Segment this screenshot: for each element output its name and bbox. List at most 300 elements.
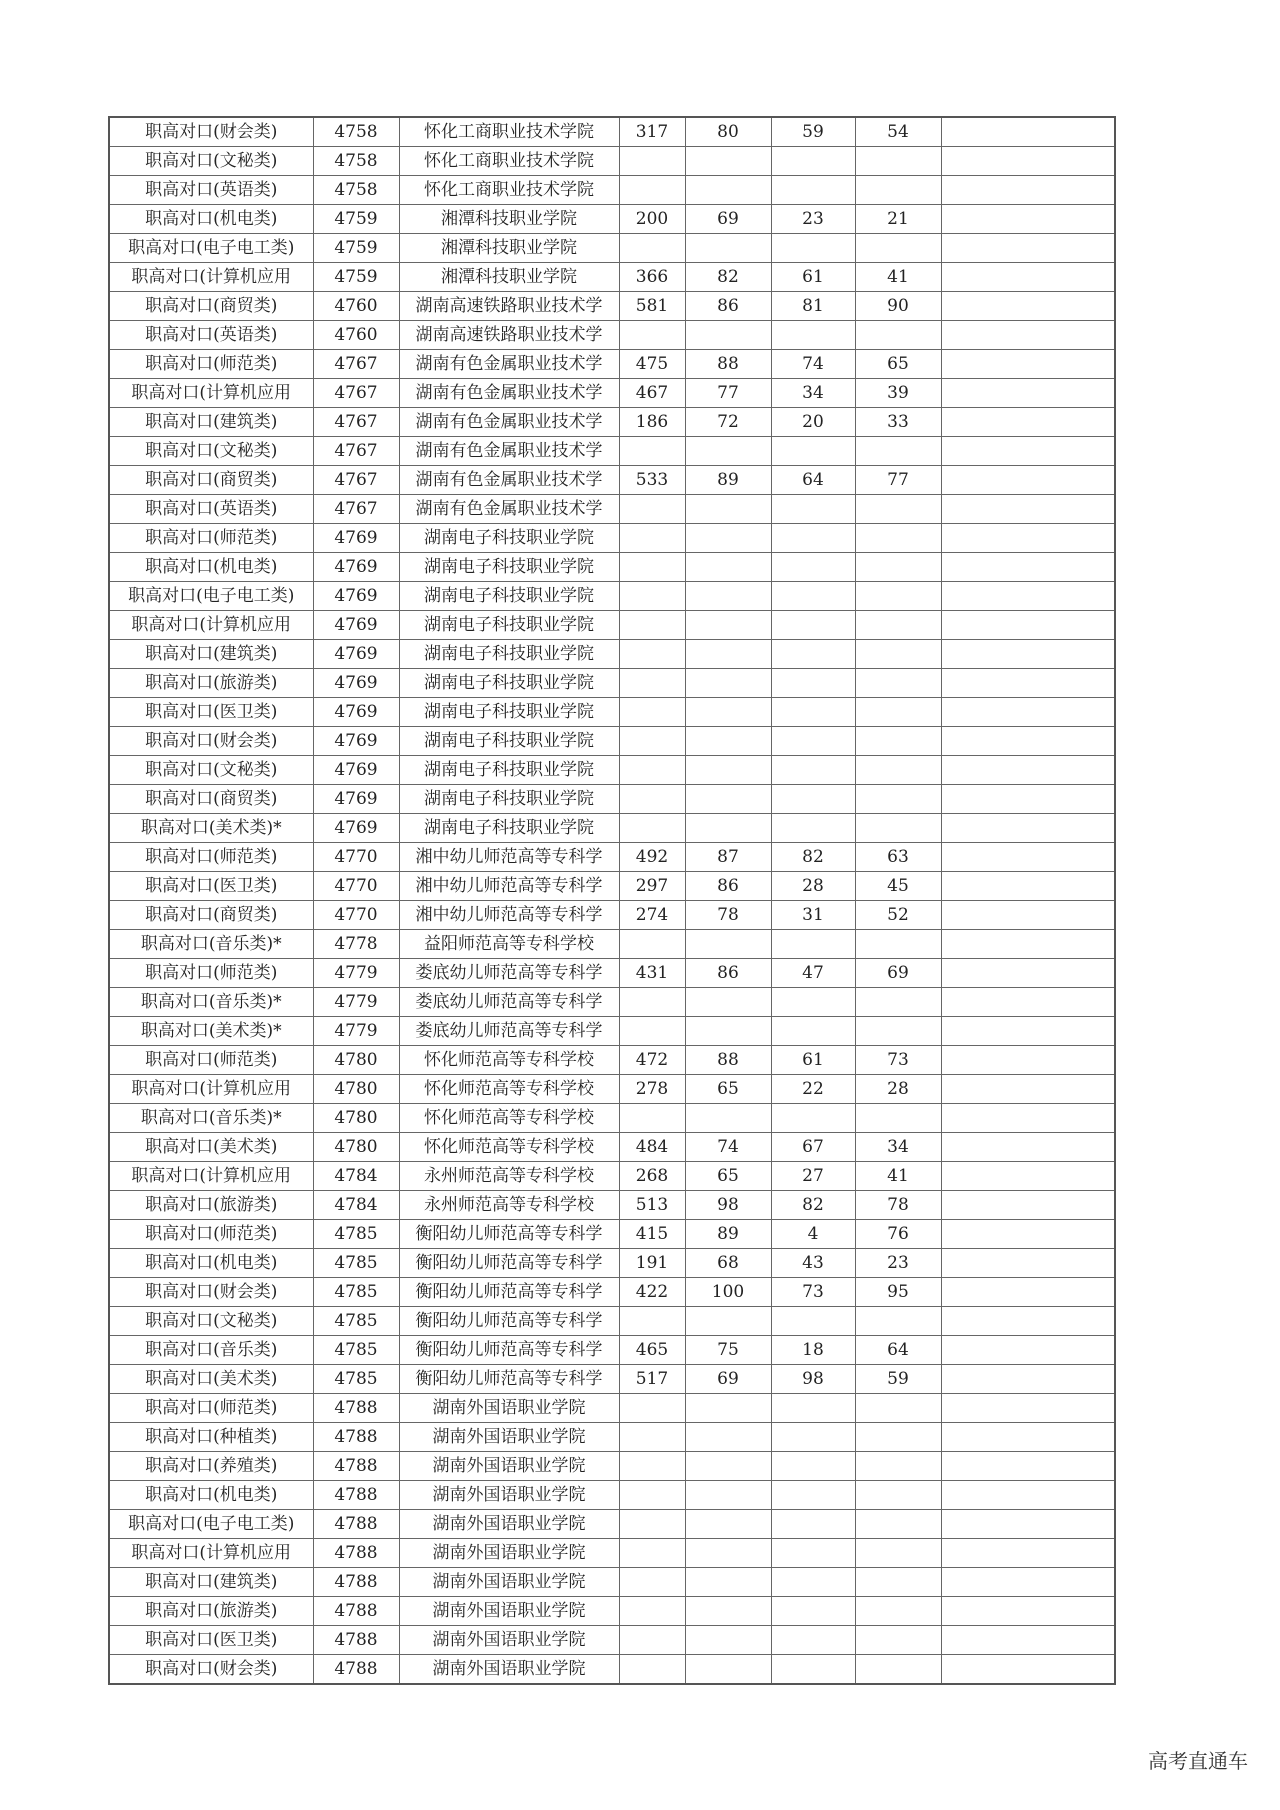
score-2-cell	[685, 785, 771, 814]
score-3-cell: 61	[771, 1046, 855, 1075]
school-cell: 湖南外国语职业学院	[399, 1423, 619, 1452]
code-cell: 4780	[313, 1046, 399, 1075]
note-cell	[941, 756, 1115, 785]
school-cell: 湖南电子科技职业学院	[399, 785, 619, 814]
score-4-cell	[855, 147, 941, 176]
code-cell: 4767	[313, 379, 399, 408]
score-4-cell	[855, 176, 941, 205]
score-4-cell	[855, 1423, 941, 1452]
note-cell	[941, 437, 1115, 466]
school-cell: 湘中幼儿师范高等专科学	[399, 901, 619, 930]
note-cell	[941, 959, 1115, 988]
score-2-cell	[685, 669, 771, 698]
score-3-cell: 18	[771, 1336, 855, 1365]
category-cell: 职高对口(音乐类)*	[109, 930, 313, 959]
code-cell: 4767	[313, 408, 399, 437]
category-cell: 职高对口(建筑类)	[109, 1568, 313, 1597]
table-row	[109, 350, 1115, 379]
school-cell: 怀化师范高等专科学校	[399, 1133, 619, 1162]
school-cell: 湖南有色金属职业技术学	[399, 379, 619, 408]
score-1-cell	[619, 669, 685, 698]
school-cell: 怀化师范高等专科学校	[399, 1046, 619, 1075]
score-3-cell	[771, 524, 855, 553]
category-cell: 职高对口(音乐类)*	[109, 1104, 313, 1133]
category-cell: 职高对口(机电类)	[109, 1481, 313, 1510]
score-3-cell	[771, 495, 855, 524]
score-2-cell	[685, 495, 771, 524]
score-4-cell: 63	[855, 843, 941, 872]
table-row	[109, 1278, 1115, 1307]
score-1-cell: 513	[619, 1191, 685, 1220]
school-cell: 湖南有色金属职业技术学	[399, 466, 619, 495]
category-cell: 职高对口(师范类)	[109, 524, 313, 553]
table-row	[109, 205, 1115, 234]
school-cell: 湖南电子科技职业学院	[399, 698, 619, 727]
table-row	[109, 1046, 1115, 1075]
school-cell: 湖南有色金属职业技术学	[399, 495, 619, 524]
table-row	[109, 1510, 1115, 1539]
table-row	[109, 1539, 1115, 1568]
table-row	[109, 1423, 1115, 1452]
code-cell: 4780	[313, 1075, 399, 1104]
code-cell: 4767	[313, 437, 399, 466]
code-cell: 4759	[313, 205, 399, 234]
school-cell: 湖南高速铁路职业技术学	[399, 292, 619, 321]
score-3-cell	[771, 234, 855, 263]
score-2-cell: 72	[685, 408, 771, 437]
score-4-cell: 78	[855, 1191, 941, 1220]
school-cell: 怀化工商职业技术学院	[399, 176, 619, 205]
note-cell	[941, 1394, 1115, 1423]
score-2-cell	[685, 611, 771, 640]
category-cell: 职高对口(师范类)	[109, 350, 313, 379]
score-1-cell	[619, 988, 685, 1017]
table-row	[109, 379, 1115, 408]
note-cell	[941, 611, 1115, 640]
score-4-cell: 45	[855, 872, 941, 901]
table-row	[109, 959, 1115, 988]
table-row	[109, 988, 1115, 1017]
table-row	[109, 408, 1115, 437]
score-4-cell	[855, 930, 941, 959]
score-1-cell	[619, 1104, 685, 1133]
note-cell	[941, 1452, 1115, 1481]
score-1-cell: 268	[619, 1162, 685, 1191]
score-4-cell	[855, 321, 941, 350]
score-4-cell: 90	[855, 292, 941, 321]
school-cell: 湖南电子科技职业学院	[399, 524, 619, 553]
score-1-cell	[619, 611, 685, 640]
school-cell: 湖南外国语职业学院	[399, 1568, 619, 1597]
code-cell: 4788	[313, 1655, 399, 1685]
school-cell: 湖南外国语职业学院	[399, 1510, 619, 1539]
score-4-cell: 28	[855, 1075, 941, 1104]
note-cell	[941, 205, 1115, 234]
score-1-cell	[619, 176, 685, 205]
school-cell: 湖南电子科技职业学院	[399, 669, 619, 698]
score-1-cell: 278	[619, 1075, 685, 1104]
score-4-cell	[855, 234, 941, 263]
score-3-cell	[771, 1568, 855, 1597]
category-cell: 职高对口(机电类)	[109, 1249, 313, 1278]
note-cell	[941, 1423, 1115, 1452]
code-cell: 4759	[313, 234, 399, 263]
score-1-cell: 475	[619, 350, 685, 379]
score-1-cell	[619, 1510, 685, 1539]
category-cell: 职高对口(美术类)	[109, 1365, 313, 1394]
note-cell	[941, 117, 1115, 147]
code-cell: 4767	[313, 350, 399, 379]
score-2-cell	[685, 1597, 771, 1626]
score-1-cell	[619, 1655, 685, 1685]
score-3-cell	[771, 640, 855, 669]
category-cell: 职高对口(医卫类)	[109, 698, 313, 727]
category-cell: 职高对口(文秘类)	[109, 1307, 313, 1336]
score-4-cell: 41	[855, 1162, 941, 1191]
code-cell: 4758	[313, 117, 399, 147]
table-row	[109, 524, 1115, 553]
category-cell: 职高对口(旅游类)	[109, 669, 313, 698]
score-1-cell	[619, 1394, 685, 1423]
score-1-cell: 472	[619, 1046, 685, 1075]
score-2-cell	[685, 524, 771, 553]
note-cell	[941, 1655, 1115, 1685]
score-3-cell	[771, 1597, 855, 1626]
score-3-cell	[771, 437, 855, 466]
score-2-cell: 75	[685, 1336, 771, 1365]
category-cell: 职高对口(计算机应用	[109, 1162, 313, 1191]
watermark-text: 高考直通车	[1148, 1749, 1248, 1773]
score-1-cell: 467	[619, 379, 685, 408]
score-4-cell: 65	[855, 350, 941, 379]
category-cell: 职高对口(计算机应用	[109, 1075, 313, 1104]
category-cell: 职高对口(师范类)	[109, 843, 313, 872]
school-cell: 娄底幼儿师范高等专科学	[399, 988, 619, 1017]
score-4-cell	[855, 698, 941, 727]
score-3-cell	[771, 1017, 855, 1046]
score-1-cell: 581	[619, 292, 685, 321]
category-cell: 职高对口(商贸类)	[109, 292, 313, 321]
score-3-cell	[771, 727, 855, 756]
code-cell: 4779	[313, 959, 399, 988]
score-4-cell	[855, 495, 941, 524]
score-4-cell: 59	[855, 1365, 941, 1394]
score-2-cell: 65	[685, 1162, 771, 1191]
note-cell	[941, 1162, 1115, 1191]
note-cell	[941, 1568, 1115, 1597]
code-cell: 4767	[313, 466, 399, 495]
table-row	[109, 1104, 1115, 1133]
note-cell	[941, 1539, 1115, 1568]
note-cell	[941, 408, 1115, 437]
table-row	[109, 1394, 1115, 1423]
code-cell: 4780	[313, 1104, 399, 1133]
school-cell: 湖南电子科技职业学院	[399, 640, 619, 669]
table-row	[109, 234, 1115, 263]
score-2-cell	[685, 814, 771, 843]
score-1-cell	[619, 1423, 685, 1452]
code-cell: 4785	[313, 1307, 399, 1336]
score-3-cell: 28	[771, 872, 855, 901]
score-3-cell: 47	[771, 959, 855, 988]
category-cell: 职高对口(文秘类)	[109, 147, 313, 176]
category-cell: 职高对口(计算机应用	[109, 263, 313, 292]
school-cell: 湖南电子科技职业学院	[399, 553, 619, 582]
score-3-cell	[771, 785, 855, 814]
score-3-cell	[771, 611, 855, 640]
table-row	[109, 1481, 1115, 1510]
category-cell: 职高对口(师范类)	[109, 1046, 313, 1075]
score-4-cell	[855, 611, 941, 640]
score-1-cell: 200	[619, 205, 685, 234]
table-row	[109, 263, 1115, 292]
category-cell: 职高对口(美术类)*	[109, 1017, 313, 1046]
code-cell: 4788	[313, 1510, 399, 1539]
note-cell	[941, 698, 1115, 727]
table-row	[109, 582, 1115, 611]
note-cell	[941, 1510, 1115, 1539]
category-cell: 职高对口(商贸类)	[109, 901, 313, 930]
table-row	[109, 901, 1115, 930]
score-1-cell	[619, 524, 685, 553]
school-cell: 益阳师范高等专科学校	[399, 930, 619, 959]
note-cell	[941, 1133, 1115, 1162]
score-3-cell	[771, 582, 855, 611]
score-3-cell: 64	[771, 466, 855, 495]
score-4-cell: 52	[855, 901, 941, 930]
note-cell	[941, 1307, 1115, 1336]
score-1-cell	[619, 1452, 685, 1481]
score-3-cell: 20	[771, 408, 855, 437]
category-cell: 职高对口(旅游类)	[109, 1191, 313, 1220]
score-3-cell: 59	[771, 117, 855, 147]
code-cell: 4769	[313, 785, 399, 814]
code-cell: 4785	[313, 1249, 399, 1278]
code-cell: 4769	[313, 524, 399, 553]
note-cell	[941, 872, 1115, 901]
table-row	[109, 1075, 1115, 1104]
score-4-cell	[855, 524, 941, 553]
code-cell: 4788	[313, 1423, 399, 1452]
school-cell: 衡阳幼儿师范高等专科学	[399, 1220, 619, 1249]
score-1-cell	[619, 1481, 685, 1510]
school-cell: 湖南有色金属职业技术学	[399, 408, 619, 437]
code-cell: 4780	[313, 1133, 399, 1162]
score-2-cell: 82	[685, 263, 771, 292]
table-row	[109, 930, 1115, 959]
score-4-cell: 64	[855, 1336, 941, 1365]
score-4-cell	[855, 1539, 941, 1568]
school-cell: 湘潭科技职业学院	[399, 205, 619, 234]
score-2-cell	[685, 756, 771, 785]
score-4-cell	[855, 669, 941, 698]
score-2-cell: 65	[685, 1075, 771, 1104]
category-cell: 职高对口(财会类)	[109, 117, 313, 147]
score-4-cell	[855, 1510, 941, 1539]
school-cell: 衡阳幼儿师范高等专科学	[399, 1307, 619, 1336]
score-1-cell	[619, 1017, 685, 1046]
category-cell: 职高对口(文秘类)	[109, 756, 313, 785]
note-cell	[941, 1046, 1115, 1075]
code-cell: 4760	[313, 321, 399, 350]
school-cell: 湖南外国语职业学院	[399, 1481, 619, 1510]
score-2-cell	[685, 176, 771, 205]
score-2-cell: 69	[685, 1365, 771, 1394]
category-cell: 职高对口(英语类)	[109, 176, 313, 205]
score-4-cell	[855, 756, 941, 785]
table-row	[109, 1162, 1115, 1191]
score-2-cell: 89	[685, 1220, 771, 1249]
score-3-cell: 34	[771, 379, 855, 408]
table-row	[109, 117, 1115, 147]
score-1-cell	[619, 756, 685, 785]
score-3-cell: 43	[771, 1249, 855, 1278]
score-1-cell	[619, 727, 685, 756]
school-cell: 湖南外国语职业学院	[399, 1452, 619, 1481]
table-row	[109, 1568, 1115, 1597]
score-3-cell: 67	[771, 1133, 855, 1162]
score-2-cell: 69	[685, 205, 771, 234]
score-1-cell	[619, 321, 685, 350]
score-3-cell: 27	[771, 1162, 855, 1191]
note-cell	[941, 321, 1115, 350]
score-2-cell: 86	[685, 872, 771, 901]
code-cell: 4785	[313, 1365, 399, 1394]
category-cell: 职高对口(计算机应用	[109, 611, 313, 640]
score-4-cell: 76	[855, 1220, 941, 1249]
code-cell: 4784	[313, 1162, 399, 1191]
code-cell: 4769	[313, 698, 399, 727]
code-cell: 4778	[313, 930, 399, 959]
school-cell: 湘中幼儿师范高等专科学	[399, 872, 619, 901]
note-cell	[941, 727, 1115, 756]
code-cell: 4785	[313, 1336, 399, 1365]
score-1-cell: 533	[619, 466, 685, 495]
score-4-cell: 69	[855, 959, 941, 988]
table-row	[109, 321, 1115, 350]
score-2-cell	[685, 147, 771, 176]
code-cell: 4760	[313, 292, 399, 321]
category-cell: 职高对口(美术类)	[109, 1133, 313, 1162]
score-2-cell: 98	[685, 1191, 771, 1220]
score-4-cell: 77	[855, 466, 941, 495]
score-2-cell	[685, 321, 771, 350]
score-1-cell: 191	[619, 1249, 685, 1278]
note-cell	[941, 379, 1115, 408]
score-2-cell: 88	[685, 1046, 771, 1075]
score-2-cell	[685, 1394, 771, 1423]
score-3-cell	[771, 988, 855, 1017]
score-3-cell	[771, 176, 855, 205]
score-4-cell	[855, 727, 941, 756]
category-cell: 职高对口(财会类)	[109, 727, 313, 756]
score-4-cell: 39	[855, 379, 941, 408]
note-cell	[941, 640, 1115, 669]
score-1-cell: 431	[619, 959, 685, 988]
score-3-cell	[771, 669, 855, 698]
score-4-cell: 23	[855, 1249, 941, 1278]
note-cell	[941, 1220, 1115, 1249]
school-cell: 怀化工商职业技术学院	[399, 117, 619, 147]
score-1-cell	[619, 234, 685, 263]
score-2-cell	[685, 1655, 771, 1685]
score-3-cell	[771, 1510, 855, 1539]
score-4-cell: 34	[855, 1133, 941, 1162]
note-cell	[941, 1597, 1115, 1626]
code-cell: 4758	[313, 147, 399, 176]
score-4-cell	[855, 1626, 941, 1655]
category-cell: 职高对口(师范类)	[109, 1394, 313, 1423]
category-cell: 职高对口(英语类)	[109, 495, 313, 524]
school-cell: 怀化师范高等专科学校	[399, 1075, 619, 1104]
school-cell: 湖南电子科技职业学院	[399, 611, 619, 640]
score-4-cell	[855, 437, 941, 466]
score-4-cell	[855, 1017, 941, 1046]
code-cell: 4758	[313, 176, 399, 205]
table-row	[109, 466, 1115, 495]
score-1-cell: 465	[619, 1336, 685, 1365]
score-4-cell	[855, 1481, 941, 1510]
note-cell	[941, 1249, 1115, 1278]
category-cell: 职高对口(电子电工类)	[109, 234, 313, 263]
table-row	[109, 147, 1115, 176]
note-cell	[941, 785, 1115, 814]
score-2-cell: 80	[685, 117, 771, 147]
score-4-cell	[855, 582, 941, 611]
school-cell: 衡阳幼儿师范高等专科学	[399, 1365, 619, 1394]
table-body	[109, 117, 1115, 1684]
score-1-cell	[619, 1597, 685, 1626]
school-cell: 湘中幼儿师范高等专科学	[399, 843, 619, 872]
score-2-cell	[685, 1017, 771, 1046]
score-4-cell	[855, 988, 941, 1017]
code-cell: 4767	[313, 495, 399, 524]
score-2-cell	[685, 1104, 771, 1133]
note-cell	[941, 350, 1115, 379]
score-1-cell	[619, 814, 685, 843]
score-2-cell	[685, 553, 771, 582]
score-3-cell	[771, 1626, 855, 1655]
table-row	[109, 176, 1115, 205]
code-cell: 4779	[313, 1017, 399, 1046]
score-3-cell	[771, 147, 855, 176]
score-4-cell: 33	[855, 408, 941, 437]
score-1-cell: 297	[619, 872, 685, 901]
score-1-cell	[619, 437, 685, 466]
score-3-cell	[771, 1481, 855, 1510]
note-cell	[941, 1278, 1115, 1307]
table-row	[109, 1249, 1115, 1278]
score-2-cell: 87	[685, 843, 771, 872]
category-cell: 职高对口(财会类)	[109, 1278, 313, 1307]
score-1-cell	[619, 1307, 685, 1336]
category-cell: 职高对口(文秘类)	[109, 437, 313, 466]
table-row	[109, 495, 1115, 524]
table-row	[109, 1133, 1115, 1162]
score-4-cell	[855, 1597, 941, 1626]
code-cell: 4770	[313, 901, 399, 930]
code-cell: 4769	[313, 611, 399, 640]
code-cell: 4788	[313, 1626, 399, 1655]
score-4-cell	[855, 785, 941, 814]
category-cell: 职高对口(师范类)	[109, 1220, 313, 1249]
note-cell	[941, 147, 1115, 176]
score-1-cell: 422	[619, 1278, 685, 1307]
score-2-cell: 86	[685, 959, 771, 988]
code-cell: 4769	[313, 814, 399, 843]
note-cell	[941, 582, 1115, 611]
note-cell	[941, 263, 1115, 292]
